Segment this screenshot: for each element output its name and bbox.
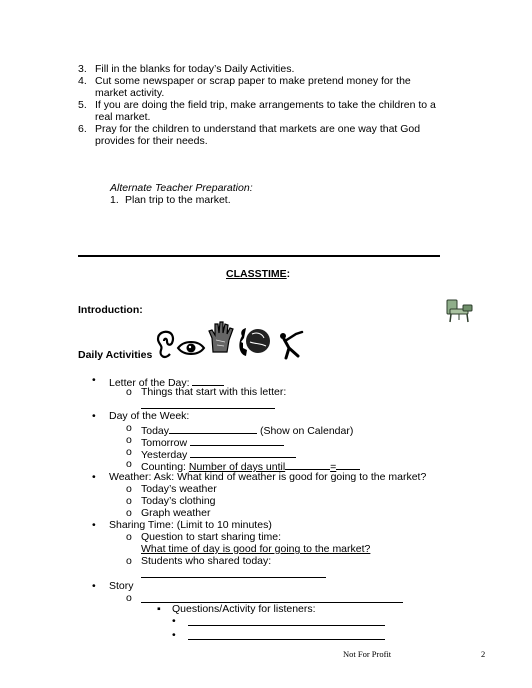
counting-result-blank xyxy=(336,458,360,470)
sharing-question: What time of day is good for going to the market? xyxy=(141,543,371,555)
letter-things-blank xyxy=(141,398,275,409)
story-title-blank xyxy=(141,592,403,603)
students-shared-blank xyxy=(141,567,326,578)
bullet: • xyxy=(172,615,176,627)
letter-blank xyxy=(192,374,224,386)
sub-bullet: o xyxy=(126,422,132,434)
tomorrow-blank xyxy=(190,434,284,446)
question-blank xyxy=(188,615,385,626)
sub-bullet: o xyxy=(126,555,132,567)
prep-item-text: Pray for the children to understand that markets are one way that God xyxy=(95,123,421,135)
story-label: Story xyxy=(109,580,134,592)
yesterday-blank xyxy=(190,446,296,458)
sub-bullet: o xyxy=(126,434,132,446)
sub-bullet: o xyxy=(126,386,132,398)
alternate-item-number: 1. xyxy=(110,194,119,206)
eye-icon xyxy=(176,338,206,358)
prep-item-number: 5. xyxy=(78,99,87,111)
weather-item: Today’s clothing xyxy=(141,495,216,507)
prep-item-text: market activity. xyxy=(95,87,165,99)
bullet: • xyxy=(172,629,176,641)
section-divider xyxy=(78,255,440,257)
bullet: • xyxy=(92,580,96,592)
ear-icon xyxy=(155,330,175,360)
sharing-question-label: Question to start sharing time: xyxy=(141,531,282,543)
hand-icon xyxy=(207,320,235,354)
prep-item-number: 4. xyxy=(78,75,87,87)
story-questions-label: Questions/Activity for listeners: xyxy=(172,603,316,615)
sub-bullet: o xyxy=(126,458,132,470)
bullet: • xyxy=(92,410,96,422)
yesterday-line: Yesterday xyxy=(141,446,296,461)
question-blank xyxy=(188,629,385,640)
sub-bullet: o xyxy=(126,495,132,507)
tomorrow-line: Tomorrow xyxy=(141,434,284,449)
students-shared-label: Students who shared today: xyxy=(141,555,272,567)
introduction-heading: Introduction: xyxy=(78,304,143,316)
bullet: • xyxy=(92,519,96,531)
letter-things-label: Things that start with this letter: xyxy=(141,386,287,398)
weather-label: Weather: Ask: What kind of weather is good for going to the market? xyxy=(109,471,427,483)
weather-item: Today’s weather xyxy=(141,483,217,495)
prep-item-text: If you are doing the field trip, make arrangements to take the children to a xyxy=(95,99,436,111)
prep-item-number: 6. xyxy=(78,123,87,135)
square-bullet: ▪ xyxy=(157,603,161,615)
daily-activities-heading: Daily Activities xyxy=(78,349,153,361)
stretching-figure-icon xyxy=(276,330,304,360)
sub-bullet: o xyxy=(126,531,132,543)
alternate-prep-heading: Alternate Teacher Preparation: xyxy=(110,182,253,194)
counting-line: Counting: Number of days until = xyxy=(141,458,360,473)
day-of-week-label: Day of the Week: xyxy=(109,410,190,422)
chair-icon xyxy=(445,298,475,324)
sub-bullet: o xyxy=(126,592,132,604)
prep-item-text: Cut some newspaper or scrap paper to make pretend money for the xyxy=(95,75,411,87)
alternate-item-text: Plan trip to the market. xyxy=(125,194,231,206)
bullet: • xyxy=(92,471,96,483)
sub-bullet: o xyxy=(126,483,132,495)
classtime-heading: CLASSTIME: xyxy=(226,268,291,280)
sharing-time-label: Sharing Time: (Limit to 10 minutes) xyxy=(109,519,272,531)
letter-of-day-label: Letter of the Day: xyxy=(109,374,224,389)
prep-item-text: real market. xyxy=(95,111,151,123)
sub-bullet: o xyxy=(126,446,132,458)
prep-item-text: provides for their needs. xyxy=(95,135,208,147)
prep-item-text: Fill in the blanks for today’s Daily Activities. xyxy=(95,63,295,75)
bullet: • xyxy=(92,374,96,386)
today-line: Today (Show on Calendar) xyxy=(141,422,353,437)
counting-blank xyxy=(285,458,330,470)
prep-item-number: 3. xyxy=(78,63,87,75)
head-profile-icon xyxy=(236,324,274,358)
footer-text: Not For Profit xyxy=(343,649,392,659)
page-number: 2 xyxy=(481,649,486,659)
sub-bullet: o xyxy=(126,507,132,519)
today-blank xyxy=(169,422,257,434)
weather-item: Graph weather xyxy=(141,507,211,519)
